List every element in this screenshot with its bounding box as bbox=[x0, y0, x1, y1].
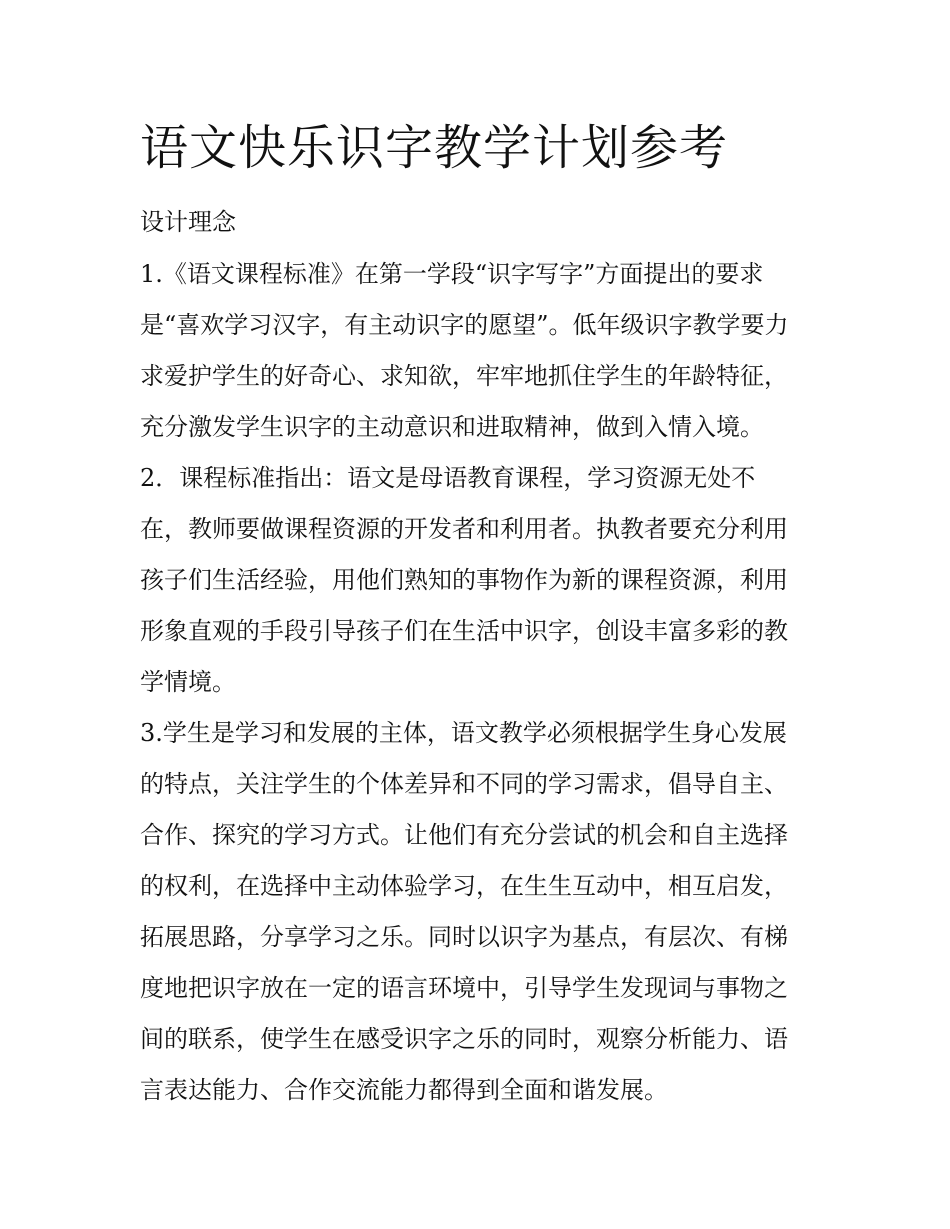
paragraph-line: 拓展思路，分享学习之乐。同时以识字为基点，有层次、有梯 bbox=[140, 923, 788, 951]
paragraph-line: 间的联系，使学生在感受识字之乐的同时，观察分析能力、语 bbox=[140, 1025, 788, 1053]
paragraph-line: 1.《语文课程标准》在第一学段“识字写字”方面提出的要求 bbox=[140, 260, 764, 288]
paragraph-line: 充分激发学生识字的主动意识和进取精神，做到入情入境。 bbox=[140, 413, 764, 441]
paragraph-line: 的权利，在选择中主动体验学习，在生生互动中，相互启发， bbox=[140, 872, 788, 900]
paragraph-2 bbox=[140, 453, 788, 708]
paragraph-line: 学情境。 bbox=[140, 668, 236, 696]
paragraph-line: 3.学生是学习和发展的主体，语文教学必须根据学生身心发展 bbox=[140, 719, 787, 747]
paragraph-line: 度地把识字放在一定的语言环境中，引导学生发现词与事物之 bbox=[140, 974, 788, 1002]
paragraph-1 bbox=[140, 249, 789, 453]
document-title: 语文快乐识字教学计划参考 bbox=[140, 120, 729, 176]
paragraph-line: 是“喜欢学习汉字，有主动识字的愿望”。低年级识字教学要力 bbox=[140, 311, 789, 339]
paragraph-line: 的特点，关注学生的个体差异和不同的学习需求，倡导自主、 bbox=[140, 770, 788, 798]
paragraph-line: 言表达能力、合作交流能力都得到全面和谐发展。 bbox=[140, 1076, 668, 1104]
paragraph-line: 孩子们生活经验，用他们熟知的事物作为新的课程资源，利用 bbox=[140, 566, 788, 594]
paragraph-line: 形象直观的手段引导孩子们在生活中识字，创设丰富多彩的教 bbox=[140, 617, 788, 645]
paragraph-3 bbox=[140, 708, 788, 1116]
section-heading: 设计理念 bbox=[140, 208, 236, 236]
paragraph-line: 2．课程标准指出：语文是母语教育课程，学习资源无处不 bbox=[140, 464, 756, 492]
paragraph-line: 在，教师要做课程资源的开发者和利用者。执教者要充分利用 bbox=[140, 515, 788, 543]
paragraph-line: 求爱护学生的好奇心、求知欲，牢牢地抓住学生的年龄特征， bbox=[140, 362, 788, 390]
paragraph-line: 合作、探究的学习方式。让他们有充分尝试的机会和自主选择 bbox=[140, 821, 788, 849]
